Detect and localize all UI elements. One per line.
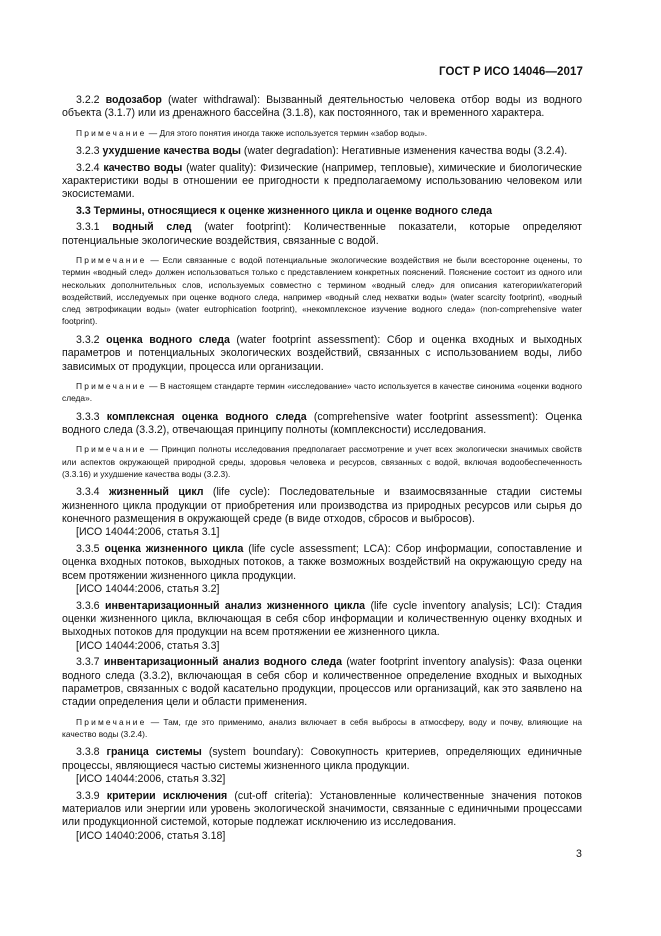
note-paragraph: [62, 380, 582, 405]
page-number: 3: [576, 848, 582, 860]
term-name: инвентаризационный анализ жизненного цикла: [104, 599, 366, 612]
source-reference: [ИСО 14044:2006, статья 3.2]: [76, 583, 220, 596]
note-label: Примечание: [76, 127, 147, 138]
definition-paragraph: [62, 411, 582, 438]
term-definition: (water withdrawal): Вызванный деятельностью человека отбор воды из водного объекта (3.1.7) или из дренажного бассейна (3.1.8), как постоянного, так и временного характера.: [62, 94, 582, 120]
term-definition: (water quality): Физические (например, тепловые), химические и биологические характеристики воды в отношении ее пригодности к предполагаемому использованию человеком или экосистемами.: [62, 161, 582, 201]
term-number: 3.3.2: [76, 333, 100, 346]
term-number: 3.3.8: [76, 746, 100, 759]
note-text: — Там, где это применимо, анализ включает в себя выбросы в атмосферу, воду и почву, влияющие на качество воды (3.2.4).: [62, 716, 582, 740]
definition-paragraph: [62, 94, 582, 121]
term-name: граница системы: [106, 746, 202, 759]
term-definition: (life cycle assessment; LCA): Сбор информации, сопоставление и оценка входных потоков, выходных потоков, а также возможных воздействий на окружающую среду на всем протяжении жизненного цикла продукции.: [62, 542, 582, 582]
term-number: 3.3.3: [76, 410, 100, 423]
term-number: 3.2.2: [76, 94, 100, 106]
definition-paragraph: [62, 790, 582, 830]
term-definition: (water degradation): Негативные изменения качества воды (3.2.4).: [240, 145, 568, 158]
term-name: оценка водного следа: [106, 333, 230, 346]
definition-paragraph: [62, 746, 582, 773]
term-number: 3.3.1: [76, 221, 100, 234]
term-name: качество воды: [103, 161, 183, 174]
term-definition: (water footprint inventory analysis): Фаза оценки водного следа (3.3.2), включающая в себя сбор и количественное определение входных и выходных параметров, связанных с водой касательно продукции, процессов или организаций, как это заявлено на стадии определения цели и области применения.: [62, 656, 583, 709]
note-paragraph: [62, 716, 582, 741]
spacer: [62, 843, 582, 846]
note-label: Примечание: [76, 254, 147, 265]
term-definition: (cut-off criteria): Установленные количественные значения потоков материалов или энергии или уровень экологической значимости, связанные с единичными процессами или продукционной системой, которые подлежат исключению из исследования.: [62, 789, 582, 829]
term-name: водный след: [112, 221, 192, 234]
term-name: ухудшение качества воды: [102, 145, 241, 158]
definition-paragraph: [62, 543, 582, 583]
term-definition: (comprehensive water footprint assessment): Оценка водного следа (3.3.2), отвечающая принципу полноты (комплексности) исследования.: [62, 410, 582, 436]
term-number: 3.3.4: [76, 486, 100, 499]
term-number: 3.3.9: [76, 789, 100, 802]
term-definition: (water footprint assessment): Сбор и оценка входных и выходных параметров и потенциальных экологических воздействий, связанных с использованием воды, либо зависимых от продукции, процесса или организации.: [62, 333, 582, 373]
source-reference: [ИСО 14040:2006, статья 3.18]: [76, 829, 226, 842]
note-text: — Для этого понятия иногда также используется термин «забор воды».: [146, 127, 428, 138]
term-number: 3.3.7: [76, 656, 100, 669]
definition-paragraph: [62, 600, 582, 640]
definition-paragraph: [62, 334, 582, 374]
term-number: 3.2.3: [76, 145, 100, 158]
term-name: комплексная оценка водного следа: [106, 410, 307, 423]
section-heading: 3.3 Термины, относящиеся к оценке жизненного цикла и оценке водного следа: [76, 204, 492, 217]
definition-paragraph: [62, 145, 582, 158]
term-number: 3.3.5: [76, 542, 100, 555]
source-reference: [ИСО 14044:2006, статья 3.32]: [76, 773, 226, 786]
note-text: — В настоящем стандарте термин «исследование» часто используется в качестве синонима «оценки водного следа».: [62, 380, 582, 404]
note-text: — Если связанные с водой потенциальные экологические воздействия не были всесторонне оценены, то термин «водный след» должен использоваться только с представлением конкретных пояснений. Пояснение состоит из одного или нескольких дополнительных слов, используемых совместно с термином «водный след» для описания категории/категорий воздействий, исследуемых при оценке водного следа, например «водный след нехватки воды» (water scarcity footprint), «водный след эвтрофикации воды» (water eutrophication footprint), «некомплексное изучение водного следа» (non-comprehensive water footprint).: [62, 254, 582, 327]
term-name: водозабор: [105, 94, 162, 106]
term-name: инвентаризационный анализ водного следа: [103, 656, 343, 669]
document-header: ГОСТ Р ИСО 14046—2017: [438, 66, 583, 78]
term-definition: (life cycle): Последовательные и взаимосвязанные стадии системы жизненного цикла продукции от приобретения или производства из природных ресурсов или сырья до конечного размещения в окружающей среде (в виде отходов, сбросов и выбросов).: [62, 486, 582, 526]
document-body: [62, 94, 582, 846]
term-name: критерии исключения: [106, 789, 228, 802]
note-label: Примечание: [76, 716, 147, 727]
definition-paragraph: [62, 656, 582, 710]
term-definition: (life cycle inventory analysis; LCI): Стадия оценки жизненного цикла, включающая в себя сбор информации и количественную оценку входных и выходных потоков для продукции на всем протяжении ее жизненного цикла.: [62, 599, 582, 639]
term-definition: (water footprint): Количественные показатели, которые определяют потенциальные экологические воздействия, связанные с водой.: [62, 221, 582, 247]
term-name: оценка жизненного цикла: [104, 542, 244, 555]
note-paragraph: [62, 254, 582, 328]
source-reference: [ИСО 14044:2006, статья 3.1]: [76, 526, 220, 539]
term-definition: (system boundary): Совокупность критериев, определяющих единичные процессы, являющиеся частью системы жизненного цикла продукции.: [62, 746, 582, 772]
term-number: 3.2.4: [76, 161, 100, 174]
source-reference: [ИСО 14044:2006, статья 3.3]: [76, 639, 220, 652]
note-label: Примечание: [76, 380, 147, 391]
note-text: — Принцип полноты исследования предполагает рассмотрение и учет всех экологически значимых свойств или аспектов окружающей природной среды, здоровья человека и ресурсов, связанных с водой, включая водообеспеченность (3.3.16) и ухудшение качества воды (3.2.3).: [62, 444, 582, 479]
note-paragraph: [62, 443, 582, 480]
term-name: жизненный цикл: [108, 486, 204, 499]
term-number: 3.3.6: [76, 599, 100, 612]
definition-paragraph: [62, 486, 582, 526]
definition-paragraph: [62, 221, 582, 248]
note-paragraph: [62, 127, 582, 139]
note-label: Примечание: [76, 444, 147, 455]
definition-paragraph: [62, 162, 582, 202]
